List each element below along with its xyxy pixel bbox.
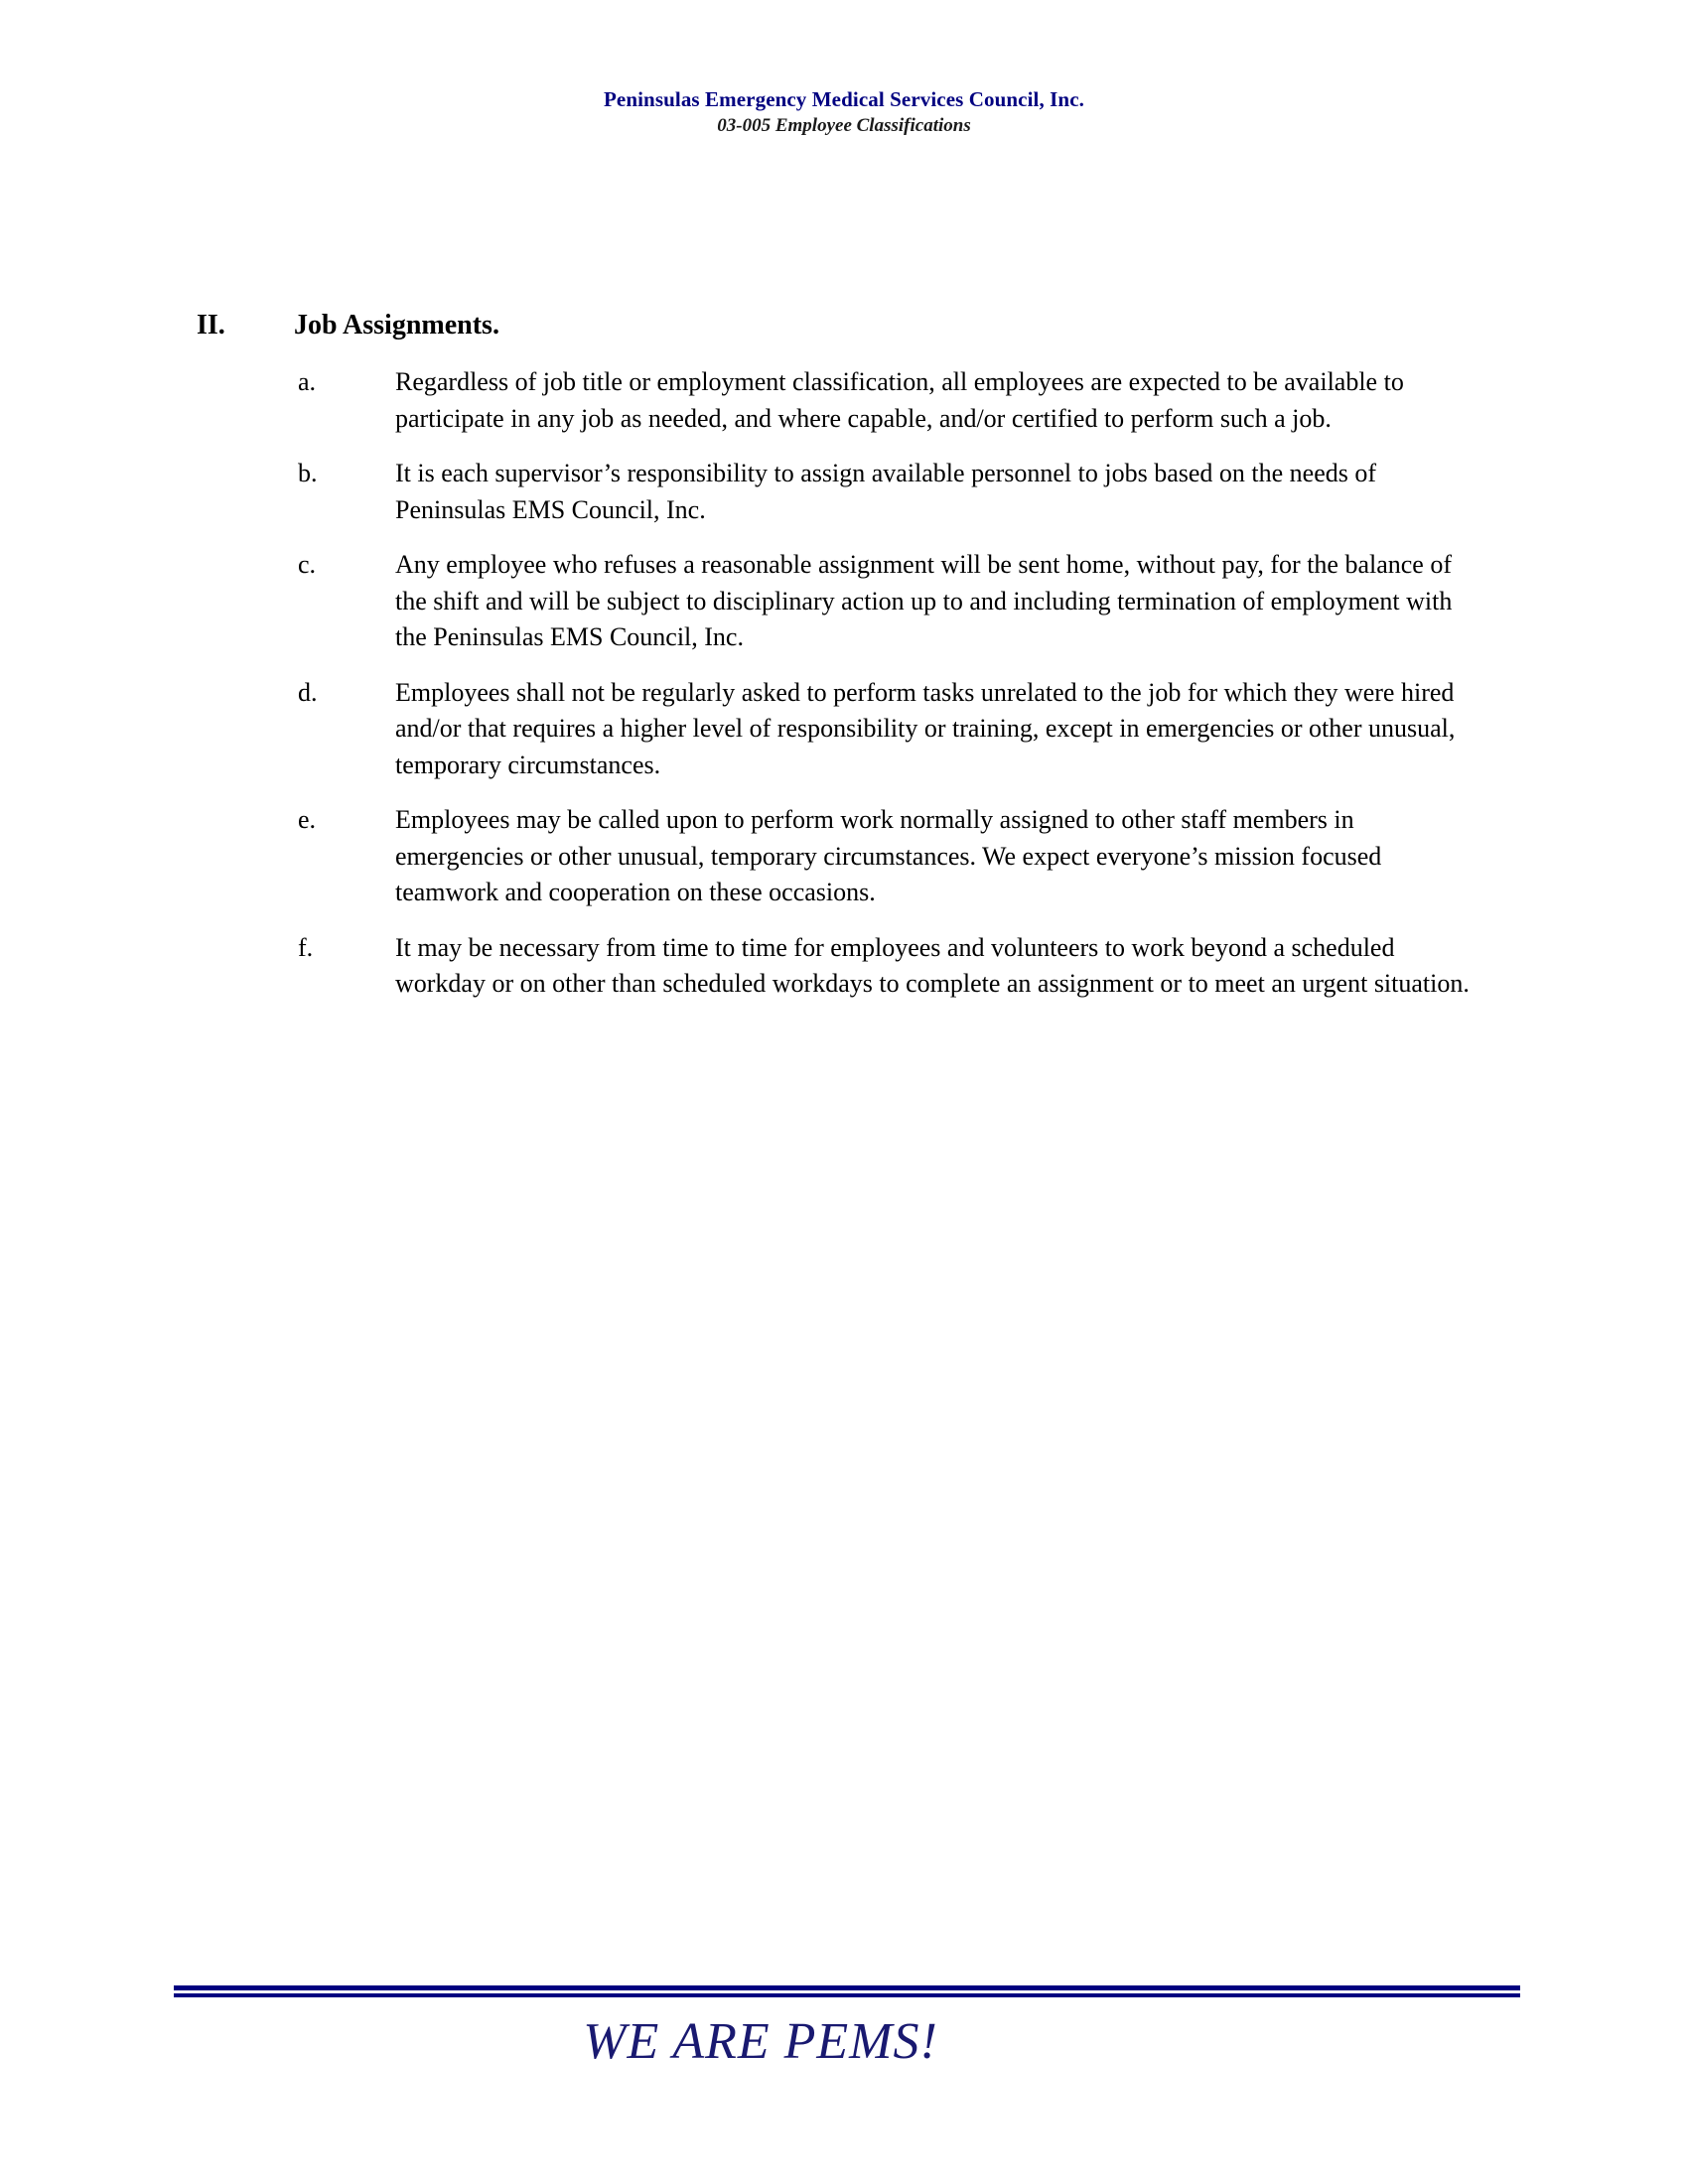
list-item-text: Any employee who refuses a reasonable assignment will be sent home, without pay, for the balance of the shift and will be subject to disciplinary action up to and including termination of employment with the Peninsulas EMS Council, Inc. [395,550,1453,651]
list-item-marker: c. [298,550,317,579]
document-body [0,308,1688,1022]
list-item [0,364,1688,437]
list-item [0,547,1688,656]
list-item-text: It is each supervisor’s responsibility to assign available personnel to jobs based on the needs of Peninsulas EMS Council, Inc. [395,459,1377,524]
list-item-text: Employees shall not be regularly asked to perform tasks unrelated to the job for which they were hired and/or that requires a higher level of responsibility or training, except in emergencies or other unusual, temporary circumstances. [395,677,1456,779]
footer-divider [168,1985,1520,1997]
list-item [0,802,1688,911]
list-item [0,675,1688,784]
document-footer [0,1985,1688,2070]
list-item-marker: a. [298,367,317,396]
organization-title: Peninsulas Emergency Medical Services Council, Inc. [604,87,1084,111]
list-item [0,930,1688,1003]
document-header [0,87,1688,138]
list-item-marker: e. [298,805,317,834]
list-item-text: Employees may be called upon to perform work normally assigned to other staff members in emergencies or other unusual, temporary circumstances. We expect everyone’s mission focused teamwork and cooperation on these occasions. [395,805,1382,906]
job-assignments-list [0,364,1688,1003]
section-heading [0,308,1688,342]
footer-slogan: WE ARE PEMS! [583,2013,938,2070]
list-item-marker: b. [298,459,318,487]
document-subtitle: 03-005 Employee Classifications [717,115,971,137]
list-item-text: Regardless of job title or employment classification, all employees are expected to be available to participate in any job as needed, and where capable, and/or certified to perform such a job. [395,367,1404,433]
section-title: Job Assignments. [294,310,499,341]
list-item-marker: d. [298,677,318,707]
section-number: II. [197,310,225,341]
list-item-text: It may be necessary from time to time for employees and volunteers to work beyond a scheduled workday or on other than scheduled workdays to complete an assignment or to meet an urgent situation. [395,932,1470,998]
list-item [0,456,1688,528]
footer-rule-thin [174,1993,1520,1997]
list-item-marker: f. [298,932,314,962]
